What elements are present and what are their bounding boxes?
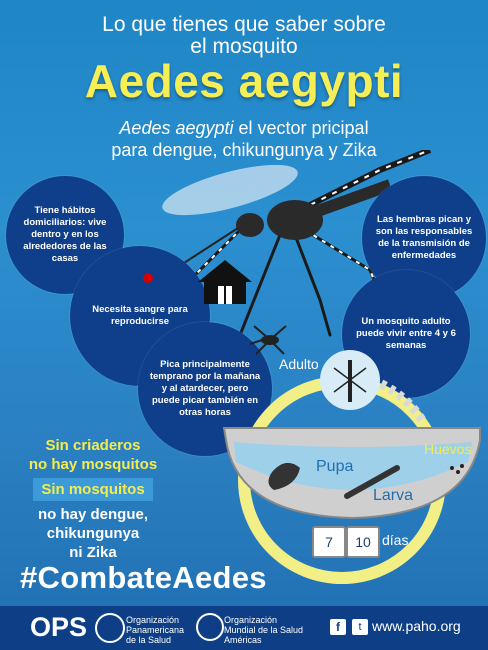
slogan-line: chikungunya [46,525,140,542]
facebook-icon[interactable]: f [330,619,346,635]
stage-pupa-label: Pupa [316,458,354,475]
fact-text: Necesita sangre para reproducirse [92,304,188,327]
stage-adult-label: Adulto [279,356,319,372]
slogan-line: Sin criaderos [45,437,141,454]
org-who [224,615,303,645]
slogan-line: ni Zika [69,544,117,561]
fact-text: Pica principalmente temprano por la mañana y al atardecer, pero puede picar también en otras horas [149,359,261,418]
slogan-line: no hay dengue, [37,506,148,523]
slogan-line: no hay mosquitos [28,456,158,473]
slogan-highlight: Sin mosquitos [33,478,152,501]
subtitle-line1 [0,118,488,139]
calendar-days-min: 7 [312,526,346,558]
blood-drop-icon [143,273,153,283]
org-paho [126,615,184,645]
website-link[interactable]: www.paho.org [372,618,461,634]
org-line: Américas [224,635,262,645]
days-label: días [382,532,409,548]
org-line: Panamericana [126,625,185,635]
header-line2: el mosquito [190,35,298,58]
org-line: Organización [224,615,278,625]
org-line: Organización [126,615,180,625]
paho-emblem-icon [95,613,125,643]
subtitle-rest: el vector pricipal [233,118,369,138]
slogan-block [18,436,168,562]
org-line: de la Salud [126,635,172,645]
ops-logo: OPS [30,612,88,642]
main-title: Aedes aegypti [84,55,404,107]
house-icon [196,258,254,306]
fact-text: Las hembras pican y son las responsables de la transmisión de enfermedades [375,214,473,261]
hashtag: #CombateAedes [20,560,267,595]
subtitle-species: Aedes aegypti [119,118,234,138]
stage-eggs-label: Huevos [424,441,472,457]
stage-larva-label: Larva [373,487,414,504]
org-line: Mundial de la Salud [224,625,304,635]
calendar-days-max: 10 [346,526,380,558]
header-line1: Lo que tienes que saber sobre [102,13,386,36]
twitter-icon[interactable]: t [352,619,368,635]
who-emblem-icon [196,613,224,641]
fact-text: Un mosquito adulto puede vivir entre 4 y 6 semanas [356,316,456,351]
subtitle-line2: para dengue, chikungunya y Zika [111,140,377,160]
fact-text: Tiene hábitos domiciliarios: vive dentro y en los alrededores de las casas [23,205,107,264]
